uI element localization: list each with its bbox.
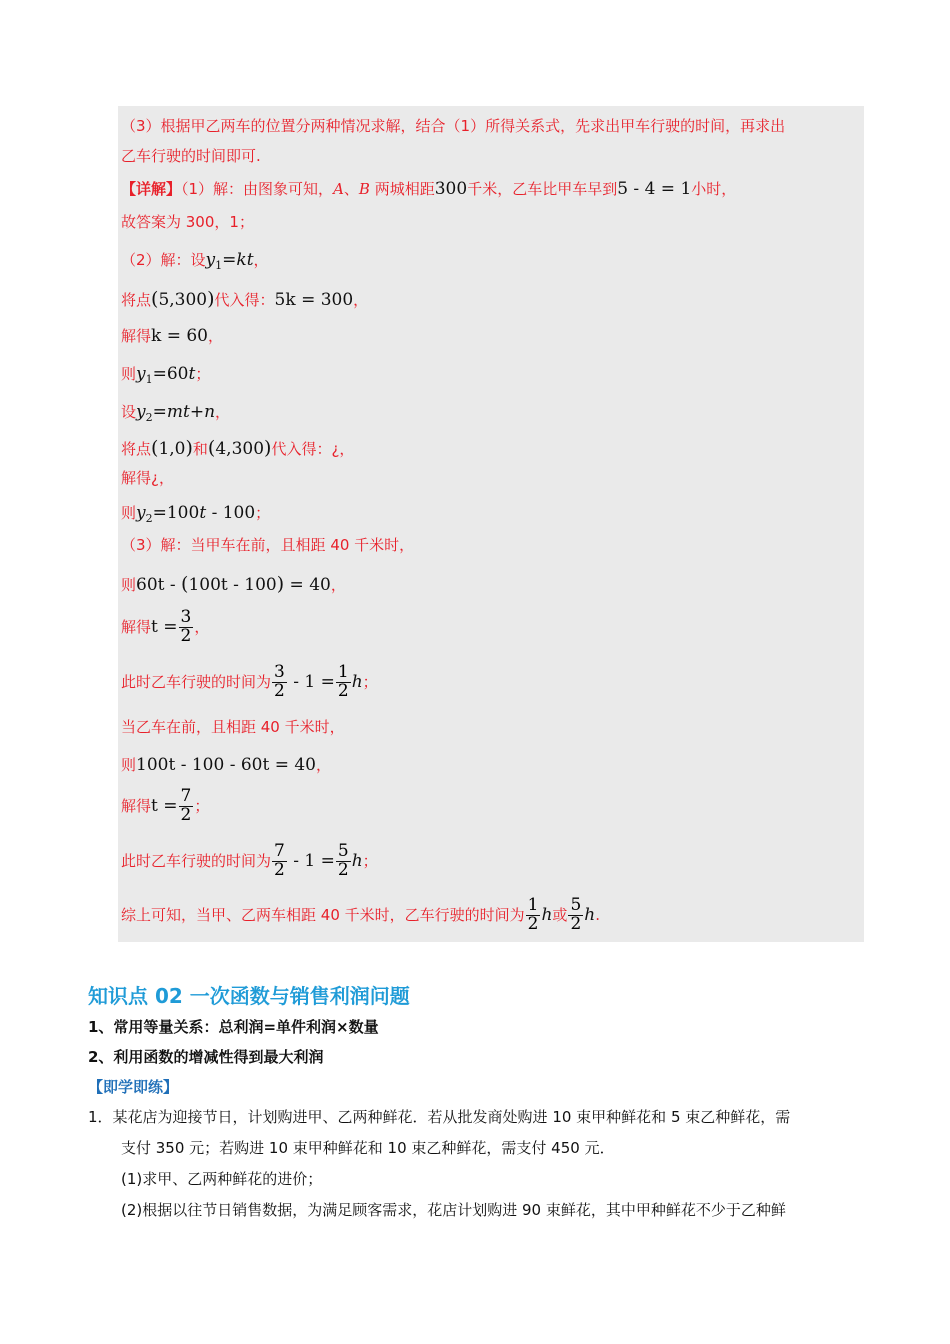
equation: 5k = 300 <box>274 290 354 310</box>
text-seg: 代入得： <box>214 291 275 309</box>
part2-line-6 <box>121 436 354 461</box>
text-seg: 此时乙车行驶的时间为 <box>121 851 272 870</box>
part3-line-2 <box>121 572 346 597</box>
text-seg: ； <box>195 365 211 383</box>
unit: h <box>584 904 596 925</box>
equation: - 1 = <box>287 850 335 871</box>
part2-line-3 <box>121 325 223 347</box>
analysis-line-3: （3）根据甲乙两车的位置分两种情况求解，结合（1）所得关系式，先求出甲车行驶的时间，再求出 <box>121 117 786 135</box>
text-seg: ， <box>158 469 174 487</box>
part2-line-4 <box>121 363 210 387</box>
equation: $y_2=100t - 100$ <box>136 503 256 525</box>
conclusion-line <box>121 897 600 934</box>
section-heading: 知识点 02 一次函数与销售利润问题 <box>88 984 410 1008</box>
text-seg: ； <box>194 796 210 815</box>
equation: 5 - 4 = 1 <box>617 179 692 199</box>
city-b: B <box>358 180 370 198</box>
text-seg: 将点 <box>121 291 152 309</box>
text-seg: 某花店为迎接节日，计划购进甲、乙两种鲜花．若从批发商处购进 10 束甲种鲜花和 5 束乙种鲜花，需 <box>112 1108 791 1126</box>
question-1-line-2: 支付 350 元；若购进 10 束甲种鲜花和 10 束乙种鲜花，需支付 450 元． <box>121 1139 615 1157</box>
part2-line-8 <box>121 502 270 526</box>
part3-line-6 <box>121 754 331 776</box>
distance-value: 300 <box>434 179 468 199</box>
text-seg: 小时， <box>691 180 737 198</box>
knowledge-point-2: 2、利用函数的增减性得到最大利润 <box>88 1048 324 1066</box>
part3-line-4 <box>121 664 378 701</box>
text-seg: ， <box>339 440 355 458</box>
point: (5,300) <box>151 288 215 310</box>
text-seg: . <box>595 905 600 924</box>
equation: k = 60 <box>151 326 209 346</box>
text-seg: ， <box>330 576 346 594</box>
point: (4,300) <box>207 437 272 459</box>
fraction: $\frac{1}{2}$ <box>527 895 539 934</box>
knowledge-point-1: 1、常用等量关系：总利润=单件利润×数量 <box>88 1018 379 1036</box>
text-seg: 代入得： <box>271 440 332 458</box>
analysis-line-3b: 乙车行驶的时间即可. <box>121 147 261 165</box>
text-seg: 则 <box>121 756 137 774</box>
text-seg: （2）解：设 <box>121 251 206 269</box>
equation: 60t - (100t - 100) = 40 <box>136 573 331 595</box>
fraction: $\frac{7}{2}$ <box>274 841 285 880</box>
equation: - 1 = <box>287 671 335 692</box>
text-seg: ， <box>215 403 231 421</box>
equation: t = <box>151 616 178 637</box>
part2-line-1: （2）解：设$y_1=kt$， <box>121 250 269 272</box>
question-1-sub-1: (1)求甲、乙两种鲜花的进价； <box>121 1170 323 1188</box>
text-seg: ¿ <box>331 440 340 458</box>
text-seg: 两城相距 <box>369 180 435 198</box>
text-seg: 解得 <box>121 469 152 487</box>
part3-line-7 <box>121 788 209 825</box>
text-seg: ， <box>208 327 224 345</box>
city-a: A <box>333 180 344 198</box>
equation: $y_1=60t$ <box>136 364 196 386</box>
text-seg: 解得 <box>121 327 152 345</box>
text-seg: 或 <box>552 905 568 924</box>
text-seg: ¿ <box>151 469 159 487</box>
text-seg: 千米，乙车比甲车早到 <box>467 180 618 198</box>
part2-line-2 <box>121 287 368 312</box>
part3-line-3 <box>121 609 209 646</box>
text-seg: ， <box>353 291 369 309</box>
fraction: $\frac{5}{2}$ <box>570 895 582 934</box>
answer-line: 故答案为 300，1； <box>121 213 254 231</box>
point: (1,0) <box>151 437 193 459</box>
text-seg: 综上可知，当甲、乙两车相距 40 千米时，乙车行驶的时间为 <box>121 905 525 924</box>
equation: t = <box>151 795 178 816</box>
text-seg: 则 <box>121 576 137 594</box>
unit: h <box>351 850 363 871</box>
text-seg: 、 <box>343 180 359 198</box>
text-seg: ； <box>362 672 378 691</box>
part2-line-5 <box>121 401 230 425</box>
text-seg: 解得 <box>121 617 152 636</box>
text-seg: 则 <box>121 365 137 383</box>
equation: 100t - 100 - 60t = 40 <box>136 755 316 775</box>
unit: h <box>541 904 553 925</box>
question-1-sub-2: (2)根据以往节日销售数据，为满足顾客需求，花店计划购进 90 束鲜花，其中甲种鲜花不少于乙种鲜 <box>121 1201 786 1219</box>
text-seg: 和 <box>192 440 208 458</box>
detail-line-1 <box>121 178 736 200</box>
question-number: 1． <box>88 1108 113 1126</box>
part2-line-7 <box>121 469 174 489</box>
part3-line-5: 当乙车在前，且相距 40 千米时， <box>121 718 345 736</box>
part3-line-1: （3）解：当甲车在前，且相距 40 千米时， <box>121 536 415 554</box>
detail-tag: 【详解】 <box>121 180 182 198</box>
text-seg: 将点 <box>121 440 152 458</box>
text-seg: 解得 <box>121 796 152 815</box>
equation: $y_2=mt+n$ <box>136 402 216 424</box>
text-seg: 则 <box>121 504 137 522</box>
practice-title: 【即学即练】 <box>88 1078 179 1096</box>
unit: h <box>351 671 363 692</box>
fraction: $\frac{3}{2}$ <box>180 607 192 646</box>
fraction: $\frac{5}{2}$ <box>337 841 349 880</box>
text-seg: ， <box>316 756 332 774</box>
equation: $y_1=kt$ <box>205 250 254 272</box>
fraction: $\frac{1}{2}$ <box>337 662 349 701</box>
text-seg: （1）解：由图象可知， <box>181 180 334 198</box>
text-seg: 设 <box>121 403 137 421</box>
text-seg: ； <box>255 504 271 522</box>
question-1-line-1 <box>88 1108 790 1128</box>
text-seg: ， <box>194 617 210 636</box>
fraction: $\frac{3}{2}$ <box>274 662 285 701</box>
part3-line-8 <box>121 843 378 880</box>
text-seg: 此时乙车行驶的时间为 <box>121 672 272 691</box>
fraction: $\frac{7}{2}$ <box>180 786 192 825</box>
text-seg: ； <box>362 851 378 870</box>
